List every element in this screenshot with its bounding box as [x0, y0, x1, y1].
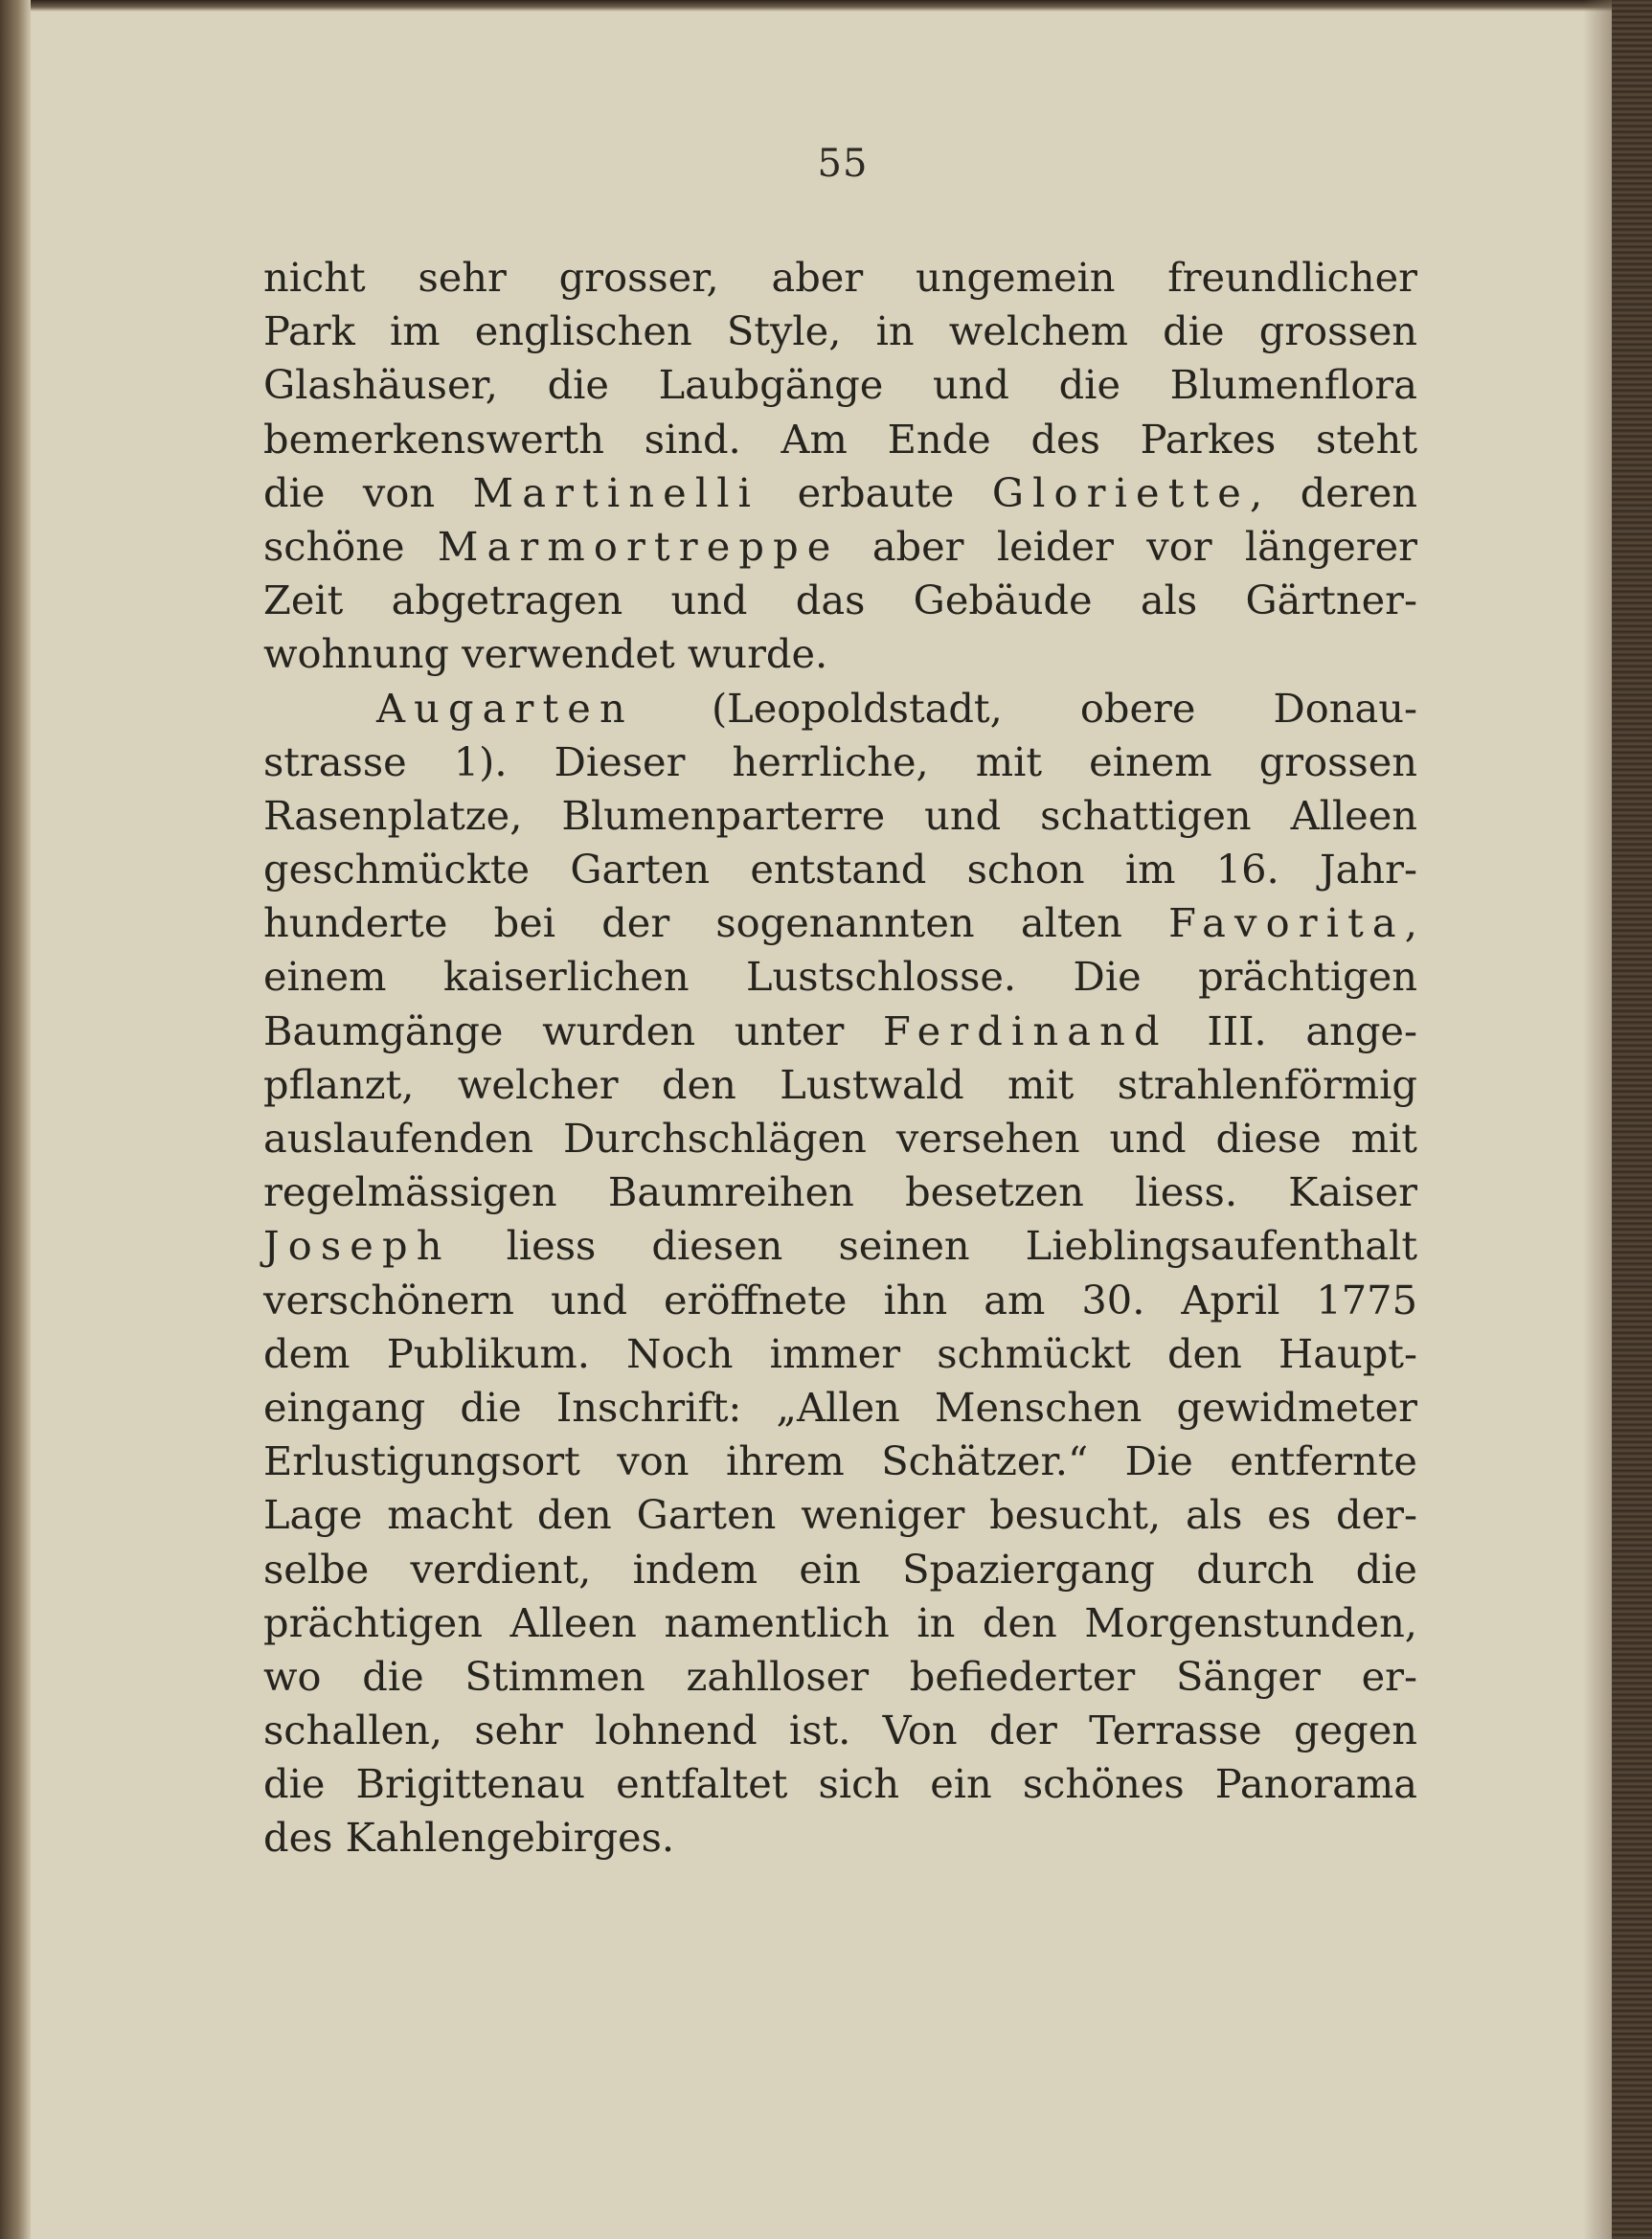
text-line: Rasenplatze, Blumenparterre und schattigen Alleen — [263, 791, 1417, 839]
text-line: wohnung verwendet wurde. — [263, 630, 828, 678]
text-line: geschmückte Garten entstand schon im 16. Jahr- — [263, 846, 1417, 893]
text-line: die von Martinelli erbaute Gloriette, deren — [263, 468, 1417, 516]
spaced-name-favorita: Favorita — [1168, 899, 1405, 947]
text-line: die Brigittenau entfaltet sich ein schönes Panorama — [263, 1760, 1417, 1808]
body-text — [263, 251, 1417, 1866]
text-line: auslaufenden Durchschlägen versehen und diese mit — [263, 1115, 1417, 1162]
text-line: hunderte bei der sogenannten alten Favorita, — [263, 899, 1417, 947]
spaced-name-marmortreppe: Marmortreppe — [437, 522, 840, 570]
spaced-name-gloriette: Gloriette — [991, 468, 1250, 516]
text-line: schöne Marmortreppe aber leider vor längerer — [263, 522, 1417, 570]
text-line: Joseph liess diesen seinen Lieblingsaufenthalt — [263, 1222, 1417, 1270]
text-line: wo die Stimmen zahlloser befiederter Sänger er- — [263, 1652, 1417, 1700]
text-line: Glashäuser, die Laubgänge und die Blumenflora — [263, 361, 1417, 409]
text-line: regelmässigen Baumreihen besetzen liess. Kaiser — [263, 1168, 1417, 1216]
text-line: strasse 1). Dieser herrliche, mit einem grossen — [263, 737, 1417, 785]
text-line: selbe verdient, indem ein Spaziergang durch die — [263, 1545, 1417, 1593]
text-line: bemerkenswerth sind. Am Ende des Parkes steht — [263, 415, 1417, 463]
text-line: Lage macht den Garten weniger besucht, als es der- — [263, 1491, 1417, 1539]
text-line: eingang die Inschrift: „Allen Menschen gewidmeter — [263, 1383, 1417, 1431]
text-line: pflanzt, welcher den Lustwald mit strahlenförmig — [263, 1060, 1417, 1108]
book-cover-edge — [1612, 0, 1652, 2239]
page-number: 55 — [817, 142, 869, 186]
spaced-name-augarten: Augarten — [376, 684, 634, 732]
text-line: Erlustigungsort von ihrem Schätzer.“ Die entfernte — [263, 1437, 1417, 1485]
text-line: Baumgänge wurden unter Ferdinand III. ange- — [263, 1006, 1418, 1054]
text-line: des Kahlengebirges. — [263, 1814, 675, 1862]
paragraph-start: Augarten (Leopoldstadt, obere Donau- — [376, 684, 1417, 732]
text-line: nicht sehr grosser, aber ungemein freundlicher — [263, 254, 1417, 301]
spaced-name-ferdinand: Ferdinand — [882, 1006, 1168, 1054]
page-gutter-shadow — [1583, 0, 1612, 2239]
text-line: schallen, sehr lohnend ist. Von der Terrasse gegen — [263, 1707, 1417, 1754]
text-line: einem kaiserlichen Lustschlosse. Die prächtigen — [263, 953, 1417, 1001]
text-line: Zeit abgetragen und das Gebäude als Gärtner- — [263, 577, 1417, 624]
text-line: Park im englischen Style, in welchem die grossen — [263, 307, 1417, 355]
spaced-name-joseph: Joseph — [263, 1222, 451, 1270]
page-left-edge — [0, 0, 31, 2239]
text-line: verschönern und eröffnete ihn am 30. April 1775 — [263, 1276, 1417, 1323]
spaced-name-martinelli: Martinelli — [472, 468, 760, 516]
text-line: prächtigen Alleen namentlich in den Morgenstunden, — [263, 1598, 1417, 1646]
text-line: dem Publikum. Noch immer schmückt den Haupt- — [263, 1329, 1417, 1377]
page-top-edge — [0, 0, 1652, 11]
